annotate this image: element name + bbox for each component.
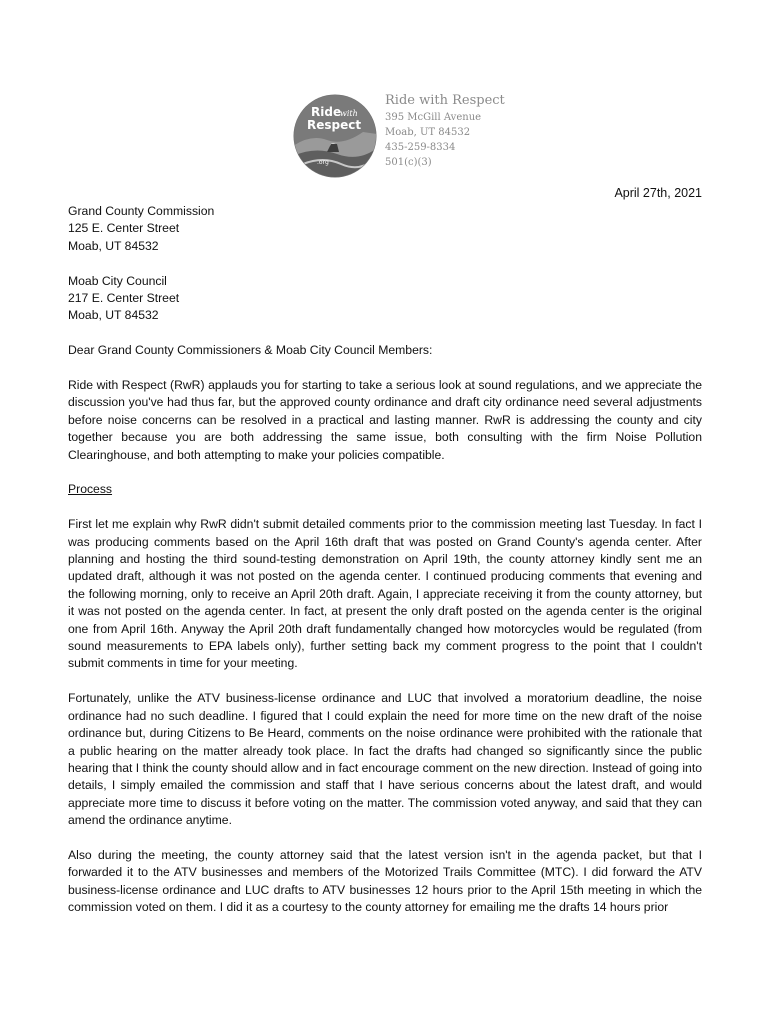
recipient-street: 217 E. Center Street	[68, 291, 180, 306]
ride-with-respect-logo	[293, 94, 377, 178]
recipient-name: Grand County Commission	[68, 204, 215, 218]
org-phone: 435-259-8334	[385, 142, 456, 153]
recipient-city: Moab, UT 84532	[68, 308, 159, 323]
logo-text-with: with	[340, 109, 358, 118]
org-city: Moab, UT 84532	[385, 127, 471, 138]
logo-text-ride: Ride	[311, 105, 342, 119]
section-heading-process: Process	[68, 482, 113, 497]
org-address: 395 McGill Avenue	[385, 112, 482, 123]
intro-paragraph: Ride with Respect (RwR) applauds you for starting to take a serious look at sound regulations, and we appreciate the discussion you've had thus far, but the approved county ordinance and draft city ordinance need several adjustments before noise concerns can be resolved in a practical and lasting manner. RwR is addressing the county and city together because you are both addressing the same issue, both consulting with the firm Noise Pollution Clearinghouse, and both attempting to make your policies compatible.	[68, 378, 702, 462]
recipient-address-county	[68, 203, 702, 255]
recipient-name: Moab City Council	[68, 273, 167, 288]
org-tax-status: 501(c)(3)	[385, 157, 432, 168]
logo-text-respect: Respect	[307, 118, 362, 132]
body-paragraph: Also during the meeting, the county attorney said that the latest version isn't in the agenda packet, but that I forwarded it to the ATV businesses and members of the Motorized Trails Committee (MTC). I did forward the ATV business-license ordinance and LUC drafts to ATV businesses 12 hours prior to the April 15th meeting in which the commission voted on them. I did it as a courtesy to the county attorney for emailing me the drafts 14 hours prior	[68, 847, 702, 915]
letter-date: April 27th, 2021	[614, 186, 702, 200]
letterhead-contact	[385, 92, 505, 170]
recipient-city: Moab, UT 84532	[68, 238, 159, 253]
body-paragraph: Fortunately, unlike the ATV business-license ordinance and LUC that involved a moratorium deadline, the noise ordinance had no such deadline. I figured that I could explain the need for more time on the new draft of the noise ordinance but, during Citizens to Be Heard, comments on the noise ordinance were prohibited with the rationale that a public hearing on the matter already took place. In fact the drafts had changed so significantly since the public hearing that I think the county should allow and in fact encourage comment on the new direction. Instead of going into details, I simply emailed the commission and staff that I have serious concerns about the latest draft, and would appreciate more time to discuss it before voting on the matter. The commission voted anyway, and said that they can amend the ordinance anytime.	[68, 691, 702, 828]
logo-text-org: .org	[317, 159, 329, 166]
recipient-street: 125 E. Center Street	[68, 221, 180, 236]
salutation: Dear Grand County Commissioners & Moab City Council Members:	[68, 343, 433, 358]
letter-body	[68, 203, 702, 934]
body-paragraph: First let me explain why RwR didn't submit detailed comments prior to the commission meeting last Tuesday. In fact I was producing comments based on the April 16th draft that was posted on Grand County's agenda center. After planning and hosting the third sound-testing demonstration on April 19th, the county attorney kindly sent me an updated draft, although it was not posted on the agenda center. I continued producing comments that evening and the following morning, only to receive an April 20th draft. Again, I appreciate receiving it from the county attorney, but it was not posted on the agenda center. In fact, at present the only draft posted on the agenda center is the original one from April 16th. Anyway the April 20th draft fundamentally changed how motorcycles would be regulated (from sound measurements to EPA labels only), further setting back my comment progress to the point that I couldn't submit comments in time for your meeting.	[68, 517, 702, 671]
recipient-address-city	[68, 273, 702, 325]
org-name: Ride with Respect	[385, 93, 505, 108]
